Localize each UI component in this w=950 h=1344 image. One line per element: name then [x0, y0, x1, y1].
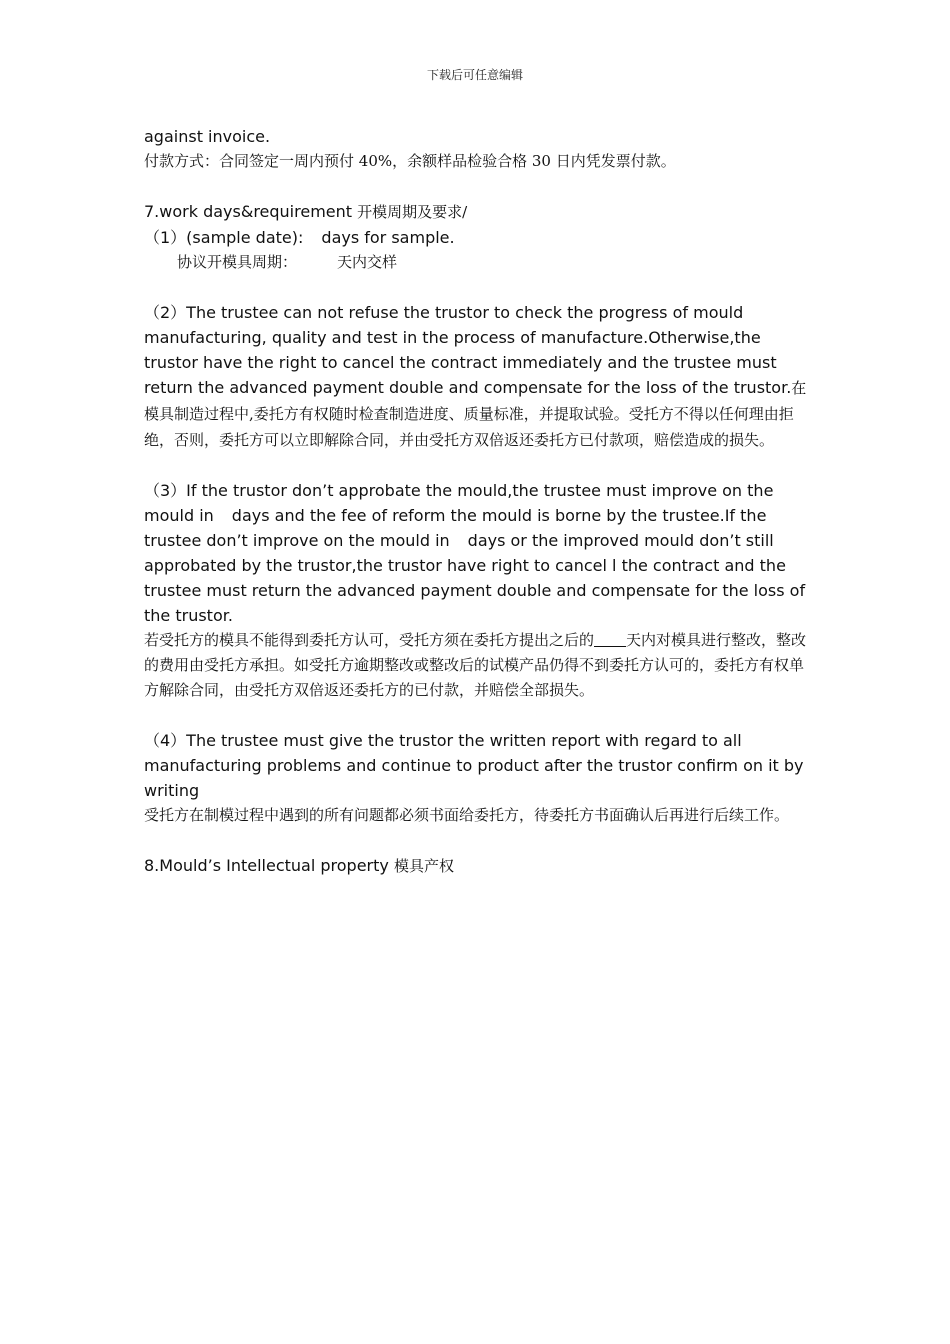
item-3-cn-part2: 天内对模具进行整改，整改的费用由受托方承担。如受托方逾期整改或整改后的试模产品仍得不到委托方认可的，委托方有权单方解除合同，由受托方双倍返还委托方的已付款，并赔偿全部损失。: [144, 631, 807, 699]
item-1-text: days for sample.: [321, 228, 455, 247]
item-4-en: （4）The trustee must give the trustor the written report with regard to all manufacturing problems and continue to product after the trustor confirm on it by writing: [144, 731, 804, 800]
section-8-heading-en: 8.Mould’s Intellectual property: [144, 856, 394, 875]
section-7-heading: [144, 199, 814, 225]
item-3-cn-part1: 若受托方的模具不能得到委托方认可，受托方须在委托方提出之后的: [144, 631, 595, 649]
section-7-heading-en: 7.work days&requirement: [144, 202, 358, 221]
underline-blank: [594, 632, 626, 647]
item-3-en-part2: days and the fee of reform the mould is borne by the trustee.If the trustee don’t improve on the mould in: [144, 506, 767, 550]
item-1-sample-date: [144, 225, 814, 250]
spacer: [144, 275, 814, 300]
item-1-cn-label: 协议开模具周期：: [177, 253, 298, 271]
item-4-cn: 受托方在制模过程中遇到的所有问题都必须书面给委托方，待委托方书面确认后再进行后续工作。: [144, 806, 790, 824]
item-3-en-part1: （3）If the trustor don’t approbate the mould,the trustee must improve on the mould in: [144, 481, 774, 525]
section-8-heading: [144, 853, 814, 879]
item-1-cn: [144, 250, 814, 275]
spacer: [144, 828, 814, 853]
item-1-cn-text: 天内交样: [337, 253, 398, 271]
section-8-heading-cn: 模具产权: [393, 857, 454, 875]
item-2-en: （2）The trustee can not refuse the trustor to check the progress of mould manufacturing, quality and test in the process of manufacture.Otherwise,the trustor have the right to cancel the contract immediately and the trustee must return the advanced payment double and compensate for the loss of the trustor.: [144, 303, 792, 397]
item-3-en-part3: days or the improved mould don’t still approbated by the trustor,the trustor have right to cancel l the contract and the trustee must return the advanced payment double and compensate for the loss of the trustor.: [144, 531, 806, 625]
spacer: [144, 174, 814, 199]
spacer: [144, 453, 814, 478]
spacer: [144, 703, 814, 728]
payment-terms-tail: against invoice.: [144, 127, 271, 146]
payment-terms-cn: 付款方式：合同签定一周内预付 40%，余额样品检验合格 30 日内凭发票付款。: [144, 152, 676, 170]
item-2-paragraph: [144, 300, 814, 453]
document-body: [144, 124, 814, 879]
item-1-label: （1）(sample date):: [144, 228, 304, 247]
section-7-heading-cn: 开模周期及要求/: [357, 203, 468, 221]
item-2-cn: 在模具制造过程中,委托方有权随时检查制造进度、质量标准，并提取试验。受托方不得以任何理由拒绝，否则，委托方可以立即解除合同，并由受托方双倍返还委托方已付款项，赔偿造成的损失。: [144, 379, 807, 449]
item-3-en: [144, 478, 814, 628]
item-3-cn: [144, 628, 814, 703]
page-header-note: 下载后可任意编辑: [426, 68, 523, 82]
